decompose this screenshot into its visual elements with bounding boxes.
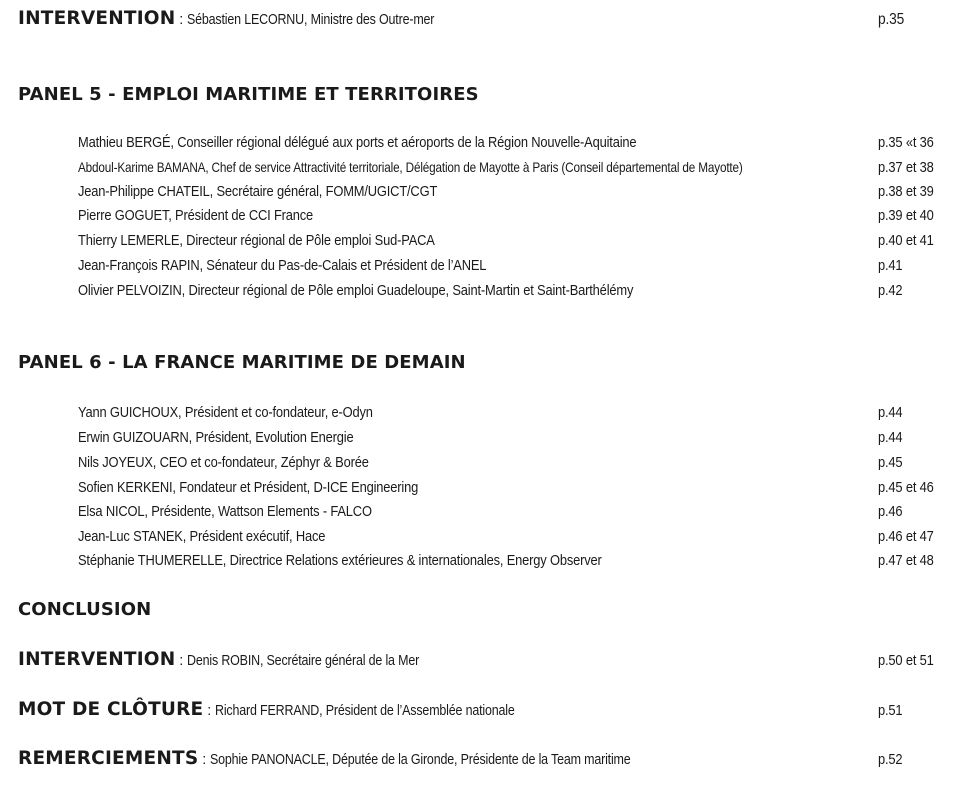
intervention-label: INTERVENTION bbox=[18, 8, 176, 29]
conclusion-title: CONCLUSION bbox=[18, 599, 152, 620]
page-ref: p.47 et 48 bbox=[878, 552, 934, 569]
list-item: Yann GUICHOUX, Président et co-fondateur, e-Odyn bbox=[78, 404, 373, 421]
page-ref: p.37 et 38 bbox=[878, 159, 934, 176]
separator: : bbox=[198, 752, 210, 768]
list-item: Olivier PELVOIZIN, Directeur régional de Pôle emploi Guadeloupe, Saint-Martin et Saint-Barthélémy bbox=[78, 282, 634, 299]
intervention-speaker: Sébastien LECORNU, Ministre des Outre-mer bbox=[186, 12, 435, 28]
page-ref: p.35 «t 36 bbox=[878, 134, 934, 151]
intervention-speaker: Denis ROBIN, Secrétaire général de la Mer bbox=[186, 653, 419, 669]
list-item: Thierry LEMERLE, Directeur régional de Pôle emploi Sud-PACA bbox=[78, 232, 435, 249]
page-ref: p.38 et 39 bbox=[878, 183, 934, 200]
thanks-label: REMERCIEMENTS bbox=[18, 748, 199, 769]
list-item: Nils JOYEUX, CEO et co-fondateur, Zéphyr & Borée bbox=[78, 454, 369, 471]
list-item: Pierre GOGUET, Président de CCI France bbox=[78, 207, 314, 224]
list-item: Mathieu BERGÉ, Conseiller régional délégué aux ports et aéroports de la Région Nouvelle-Aquitaine bbox=[78, 134, 637, 151]
page-ref: p.39 et 40 bbox=[878, 207, 934, 224]
closing-heading bbox=[18, 699, 563, 720]
list-item: Jean-Philippe CHATEIL, Secrétaire général, FOMM/UGICT/CGT bbox=[78, 183, 438, 200]
list-item: Elsa NICOL, Présidente, Wattson Elements - FALCO bbox=[78, 503, 372, 520]
page-ref: p.41 bbox=[878, 257, 903, 274]
page-ref: p.40 et 41 bbox=[878, 232, 934, 249]
list-item: Stéphanie THUMERELLE, Directrice Relations extérieures & internationales, Energy Observer bbox=[78, 552, 602, 569]
intervention-label: INTERVENTION bbox=[18, 649, 176, 670]
intervention-heading bbox=[18, 649, 457, 670]
closing-speaker: Richard FERRAND, Président de l’Assemblée nationale bbox=[214, 703, 515, 719]
list-item: Erwin GUIZOUARN, Président, Evolution Energie bbox=[78, 429, 354, 446]
list-item: Jean-François RAPIN, Sénateur du Pas-de-Calais et Président de l’ANEL bbox=[78, 257, 487, 274]
separator: : bbox=[203, 703, 215, 719]
page-ref: p.42 bbox=[878, 282, 903, 299]
page-ref: p.46 et 47 bbox=[878, 528, 934, 545]
page-ref: p.51 bbox=[878, 702, 903, 719]
thanks-speaker: Sophie PANONACLE, Députée de la Gironde, Présidente de la Team maritime bbox=[209, 752, 631, 768]
closing-label: MOT DE CLÔTURE bbox=[18, 699, 204, 720]
thanks-heading bbox=[18, 748, 699, 769]
separator: : bbox=[175, 653, 187, 669]
intervention-page: p.35 bbox=[878, 11, 905, 28]
page-ref: p.50 et 51 bbox=[878, 652, 934, 669]
panel6-title: PANEL 6 - LA FRANCE MARITIME DE DEMAIN bbox=[18, 352, 466, 373]
intervention-heading bbox=[18, 8, 474, 29]
page-ref: p.45 bbox=[878, 454, 903, 471]
list-item: Abdoul-Karime BAMANA, Chef de service Attractivité territoriale, Délégation de Mayotte à Paris (Conseil départemental de Mayotte) bbox=[78, 159, 743, 175]
page-ref: p.45 et 46 bbox=[878, 479, 934, 496]
page-ref: p.52 bbox=[878, 751, 903, 768]
list-item: Jean-Luc STANEK, Président exécutif, Hace bbox=[78, 528, 326, 545]
panel5-title: PANEL 5 - EMPLOI MARITIME ET TERRITOIRES bbox=[18, 84, 479, 105]
list-item: Sofien KERKENI, Fondateur et Président, D-ICE Engineering bbox=[78, 479, 419, 496]
page-ref: p.44 bbox=[878, 429, 903, 446]
separator: : bbox=[175, 12, 187, 28]
page-ref: p.46 bbox=[878, 503, 903, 520]
page-ref: p.44 bbox=[878, 404, 903, 421]
